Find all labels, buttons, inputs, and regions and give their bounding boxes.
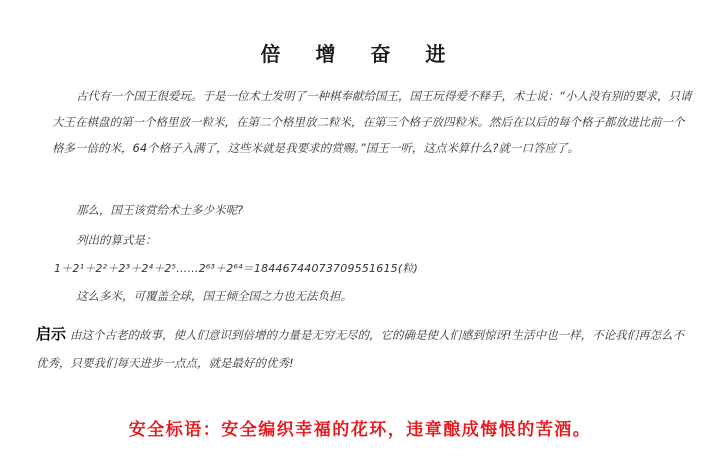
story-paragraph: 古代有一个国王很爱玩。于是一位术士发明了一种棋奉献给国王，国王玩得爱不释手，术士说：“小人没有别的要求，只请大王在棋盘的第一个格里放一粒米，在第二个格里放二粒米，在第三个格子放四粒米。然后在以后的每个格子都放进比前一个格多一倍的米，64个格子入满了，这些米就是我要求的赏赐。”国王一听，这点米算什么?就一口答应了。 <box>52 89 692 155</box>
insight-section <box>36 320 688 377</box>
story-text <box>52 83 692 161</box>
story-question: 那么，国王该赏给术士多少米呢? <box>76 203 244 217</box>
safety-slogan: 安全标语：安全编织幸福的花环，违章酿成悔恨的苦酒。 <box>128 420 592 440</box>
insight-label: 启示 <box>36 325 67 343</box>
formula: 1＋2¹＋2²＋2³＋2⁴＋2⁵……2⁶³＋2⁶⁴＝18446744073709551615(粒) <box>54 262 419 275</box>
story-conclusion: 这么多米，可覆盖全球，国王倾全国之力也无法负担。 <box>76 289 352 303</box>
insight-text: 由这个古老的故事，使人们意识到倍增的力量是无穷无尽的，它的确是使人们感到惊讶!生活中也一样，不论我们再怎么不优秀，只要我们每天进步一点点，就是最好的优秀! <box>36 328 685 370</box>
page-title: 倍 增 奋 进 <box>260 42 460 66</box>
formula-intro: 列出的算式是： <box>76 233 157 247</box>
